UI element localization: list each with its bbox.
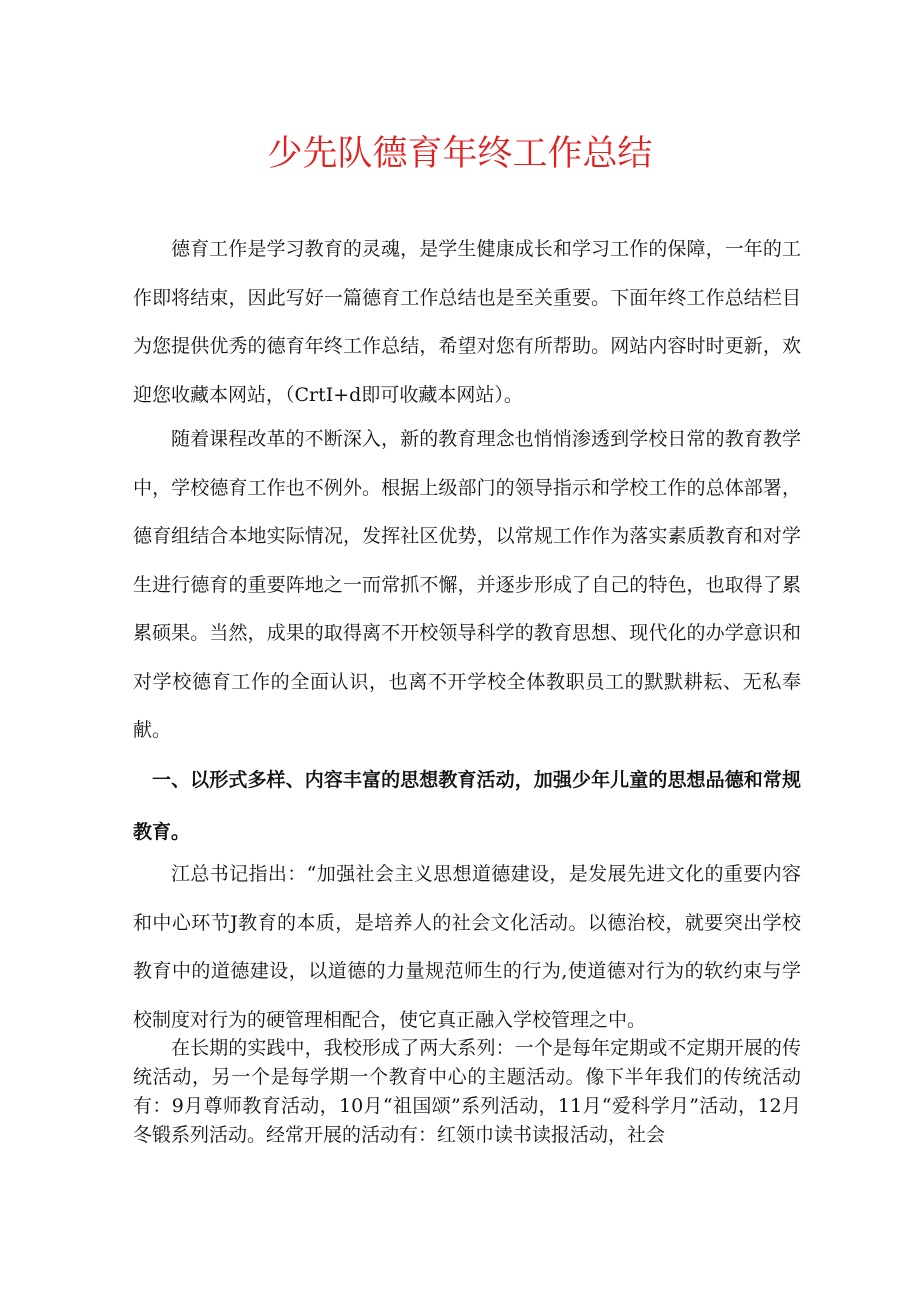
section-heading: 一、以形式多样、内容丰富的思想教育活动，加强少年儿童的思想品德和常规教育。 [133,769,801,843]
section-paragraph: 在长期的实践中，我校形成了两大系列：一个是每年定期或不定期开展的传统活动，另一个是每学期一个教育中心的主题活动。像下半年我们的传统活动有：9月尊师教育活动，10月“祖国颂”系列活动，11月“爱科学月”活动，12月冬锻系列活动。经常开展的活动有：红领巾读书读报活动，社会 [133,1037,801,1146]
intro-paragraph: 德育工作是学习教育的灵魂，是学生健康成长和学习工作的保障，一年的工作即将结束，因此写好一篇德育工作总结也是至关重要。下面年终工作总结栏目为您提供优秀的德育年终工作总结，希望对您有所帮助。网站内容时时更新，欢迎您收藏本网站，（CrtI+d即可收藏本网站）。 [133,238,801,406]
background-paragraph: 随着课程改革的不断深入，新的教育理念也悄悄渗透到学校日常的教育教学中，学校德育工作也不例外。根据上级部门的领导指示和学校工作的总体部署，德育组结合本地实际情况，发挥社区优势，以常规工作作为落实素质教育和对学生进行德育的重要阵地之一而常抓不懈，并逐步形成了自己的特色，也取得了累累硕果。当然，成果的取得离不开校领导科学的教育思想、现代化的办学意识和对学校德育工作的全面认识，也离不开学校全体教职员工的默默耕耘、无私奉献。 [133,428,801,741]
section-paragraph: 江总书记指出：“加强社会主义思想道德建设，是发展先进文化的重要内容和中心环节J教育的本质，是培养人的社会文化活动。以德治校，就要突出学校教育中的道德建设，以道德的力量规范师生的行为,使道德对行为的软约束与学校制度对行为的硬管理相配合，使它真正融入学校管理之中。 [133,863,801,1031]
document-title: 少先队德育年终工作总结 [267,134,653,174]
